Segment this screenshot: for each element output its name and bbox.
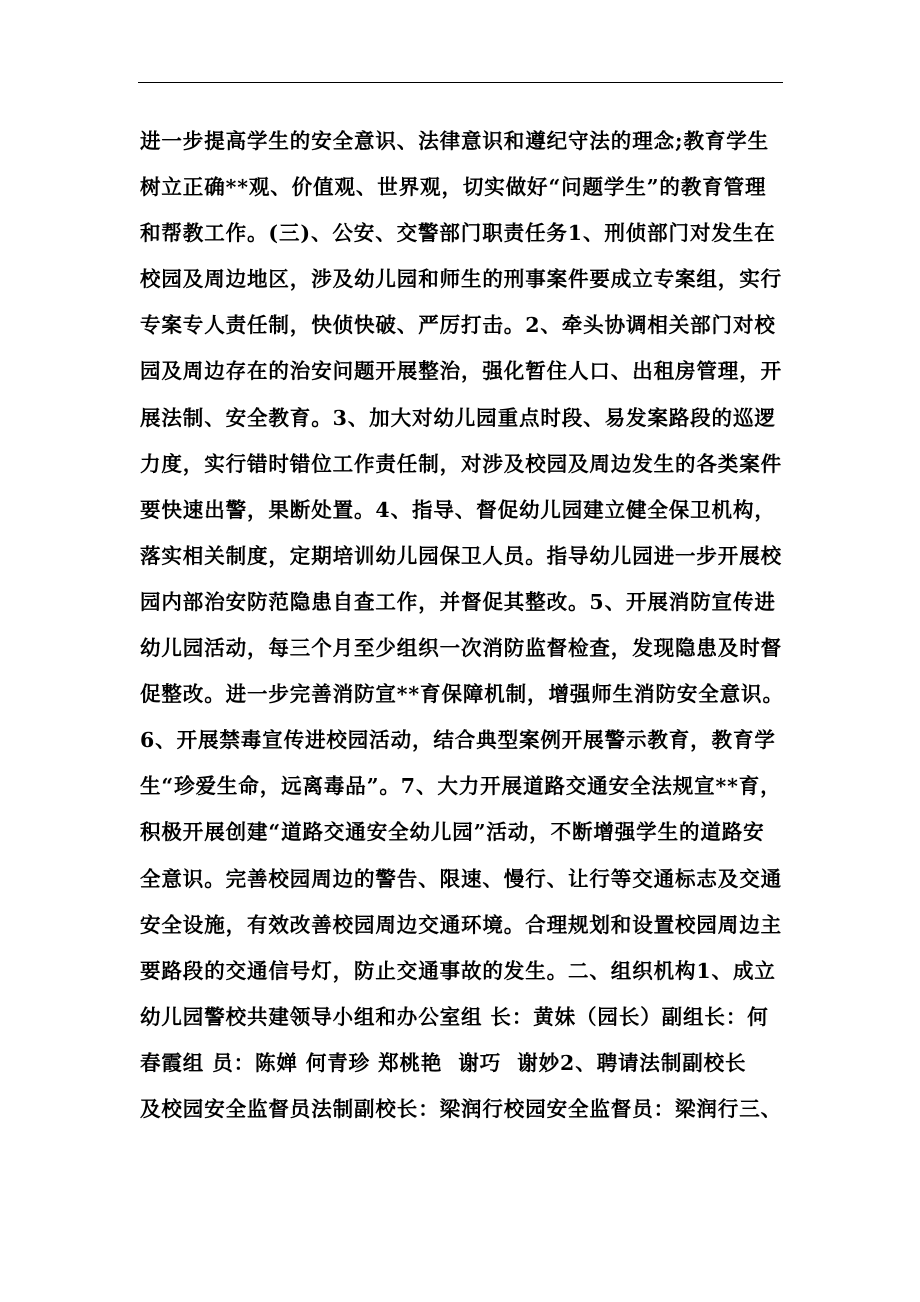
text-line: 安全设施，有效改善校园周边交通环境。合理规划和设置校园周边主 xyxy=(140,912,782,937)
text-line: 全意识。完善校园周边的警告、限速、慢行、让行等交通标志及交通 xyxy=(140,866,782,891)
header-rule xyxy=(138,82,783,83)
text-line: 生“珍爱生命，远离毒品”。7、大力开展道路交通安全法规宣**育， xyxy=(140,774,782,799)
text-line: 和帮教工作。(三)、公安、交警部门职责任务1、刑侦部门对发生在 xyxy=(140,221,776,246)
text-line: 幼儿园活动，每三个月至少组织一次消防监督检查，发现隐患及时督 xyxy=(140,636,782,661)
text-line: 及校园安全监督员法制副校长：梁润行校园安全监督员：梁润行三、 xyxy=(140,1096,782,1121)
text-line: 树立正确**观、价值观、世界观，切实做好“问题学生”的教育管理 xyxy=(140,175,767,200)
text-line: 校园及周边地区，涉及幼儿园和师生的刑事案件要成立专案组，实行 xyxy=(140,267,782,292)
text-line: 要快速出警，果断处置。4、指导、督促幼儿园建立健全保卫机构， xyxy=(140,497,776,522)
text-line: 幼儿园警校共建领导小组和办公室组 长：黄妹（园长）副组长：何 xyxy=(140,1004,769,1029)
text-line: 进一步提高学生的安全意识、法律意识和遵纪守法的理念;教育学生 xyxy=(140,129,770,153)
text-line: 展法制、安全教育。3、加大对幼儿园重点时段、易发案路段的巡逻 xyxy=(140,405,776,430)
text-line: 6、开展禁毒宣传进校园活动，结合典型案例开展警示教育，教育学 xyxy=(140,728,776,753)
text-line: 力度，实行错时错位工作责任制，对涉及校园及周边发生的各类案件 xyxy=(140,451,782,476)
text-line: 专案专人责任制，快侦快破、严厉打击。2、牵头协调相关部门对校 xyxy=(140,313,776,338)
text-line: 园及周边存在的治安问题开展整治，强化暂住人口、出租房管理，开 xyxy=(140,359,782,384)
text-line: 园内部治安防范隐患自查工作，并督促其整改。5、开展消防宣传进 xyxy=(140,589,776,614)
text-line: 落实相关制度，定期培训幼儿园保卫人员。指导幼儿园进一步开展校 xyxy=(140,543,782,568)
text-line: 积极开展创建“道路交通安全幼儿园”活动，不断增强学生的道路安 xyxy=(140,820,765,845)
document-body xyxy=(140,118,795,1132)
text-line: 春霞组 员：陈婵 何青珍 郑桃艳 谢巧 谢妙2、聘请法制副校长 xyxy=(140,1050,747,1075)
text-line: 要路段的交通信号灯，防止交通事故的发生。二、组织机构1、成立 xyxy=(140,958,776,983)
text-line: 促整改。进一步完善消防宣**育保障机制，增强师生消防安全意识。 xyxy=(140,682,784,707)
